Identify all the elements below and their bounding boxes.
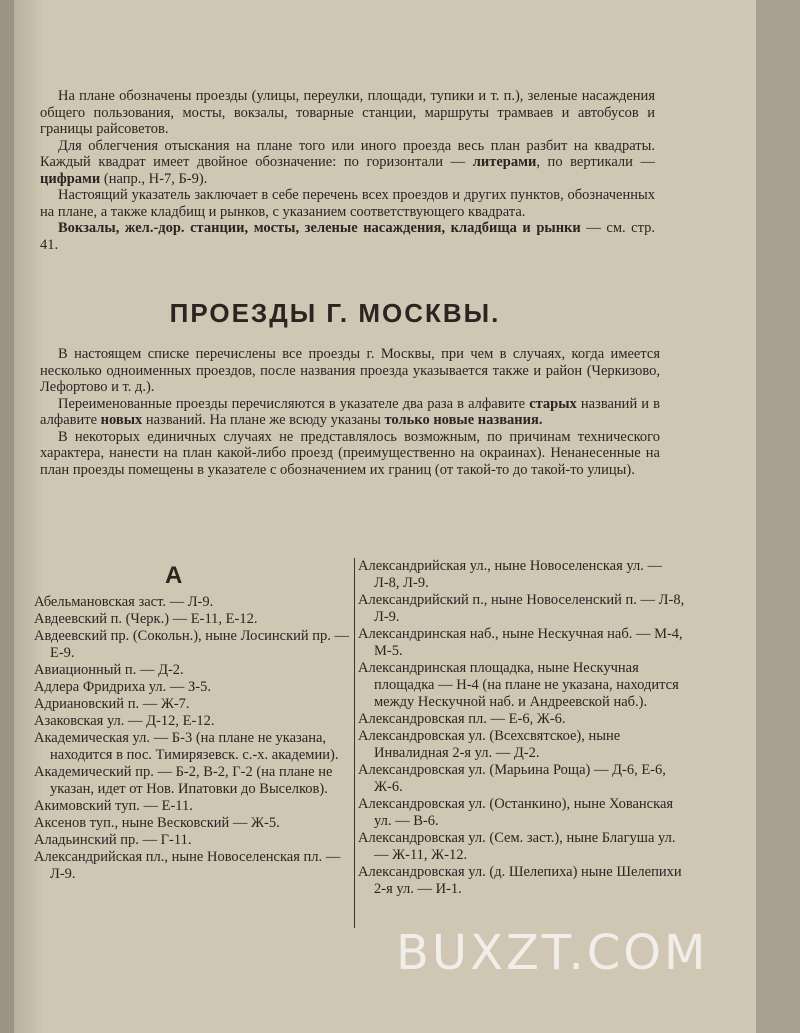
section-title: ПРОЕЗДЫ Г. МОСКВЫ. [169,298,501,328]
intro-p2-bold-digits: цифрами [40,170,101,187]
index-entry: Александровская ул. (Марьина Роща) — Д-6, Е-6, Ж-6. [358,762,666,795]
section-p2-bold-new: новых [100,412,143,428]
intro-p4-bold: Вокзалы, жел.-дор. станции, мосты, зеленые насаждения, кладбища и рынки [58,220,581,236]
section-p2-part-a: Переименованные проезды перечисляются в указателе два раза в алфавите [58,395,526,412]
index-entry: Авиационный п. — Д-2. [34,662,184,678]
section-p2-part-e: названий. На плане же всюду указаны [145,412,381,428]
index-entry: Аладьинский пр. — Г-11. [34,832,192,848]
index-entry: Александринская площадка, ныне Нескучная площадка — Н-4 (на плане не указана, находится между Нескучной наб. и Андреевской наб.). [358,660,679,710]
section-paragraph-2 [40,396,660,429]
index-entry: Александровская ул. (Всехсвятское), ныне Инвалидная 2-я ул. — Д-2. [358,728,621,761]
index-entry: Академический пр. — Б-2, В-2, Г-2 (на плане не указан, идет от Нов. Ипатовки до Выселков). [34,764,333,797]
index-entry: Александринская наб., ныне Нескучная наб. — М-4, М-5. [358,626,683,659]
index-entry: Александровская ул. (д. Шелепиха) ныне Шелепихи 2-я ул. — И-1. [358,864,682,897]
index-entry: Аксенов туп., ныне Весковский — Ж-5. [34,815,280,831]
page-edge-shadow [756,0,800,1033]
index-entry: Адлера Фридриха ул. — З-5. [34,679,211,695]
index-column-right [358,558,688,898]
section-p2-bold-old: старых [529,395,577,412]
section-paragraph-3: В некоторых единичных случаях не представлялось возможным, по причинам технического характера, нанести на план какой-либо проезд (преимущественно на окраинах). Ненанесенные на план проезды помещены в указателе с обозначением их границ (от такой-то до такой-то улицы). [40,428,660,478]
index-entry: Азаковская ул. — Д-12, Е-12. [34,713,215,729]
watermark-text: BUXZT.COM [396,925,709,981]
intro-p2-part-c: , по вертикали — [536,154,656,170]
alphabet-letter-heading: А [165,562,183,589]
index-entry: Александровская пл. — Е-6, Ж-6. [358,711,566,727]
section-paragraph-1: В настоящем списке перечислены все проезды г. Москвы, при чем в случаях, когда имеется несколько одноименных проездов, после названия проезда указывается также и район (Черкизово, Лефортово и т. д.). [40,346,660,395]
intro-paragraph-2 [40,138,655,188]
index-entry: Александровская ул. (Останкино), ныне Хованская ул. — В-6. [358,796,674,829]
index-entry: Адриановский п. — Ж-7. [34,696,190,712]
intro-p4-ref: — см. стр. 41. [40,220,656,253]
intro-text [40,88,655,253]
intro-paragraph-3: Настоящий указатель заключает в себе перечень всех проездов и других пунктов, обозначенных на плане, а также кладбищ и рынков, с указанием соответствующего квадрата. [40,187,655,220]
section-p2-part-c: названий и в алфавите [40,395,660,428]
section-p2-bold-only-new: только новые названия. [384,412,543,428]
index-entry: Александрийская ул., ныне Новоселенская ул. — Л-8, Л-9. [358,558,662,591]
index-entry: Акимовский туп. — Е-11. [34,798,193,814]
intro-paragraph-1: На плане обозначены проезды (улицы, переулки, площади, тупики и т. п.), зеленые насаждения общего пользования, мосты, вокзалы, товарные станции, маршруты трамваев и автобусов и границы райсоветов. [40,88,655,137]
intro-paragraph-4 [40,220,655,253]
intro-p2-bold-letters: литерами [472,154,537,170]
column-divider [354,558,355,928]
index-entry: Александровская ул. (Сем. заст.), ныне Благуша ул. — Ж-11, Ж-12. [358,830,676,863]
index-entry: Александрийский п., ныне Новоселенский п. — Л-8, Л-9. [358,592,685,625]
index-entry: Авдеевский пр. (Сокольн.), ныне Лосинский пр. — Е-9. [34,628,350,661]
index-entry: Александрийская пл., ныне Новоселенская пл. — Л-9. [34,849,341,882]
index-entry: Академическая ул. — Б-3 (на плане не указана, находится в пос. Тимирязевск. с.-х. академии). [34,730,339,763]
index-entry: Абельмановская заст. — Л-9. [34,594,214,610]
intro-p2-part-e: (напр., Н-7, Б-9). [103,170,208,187]
section-text [40,346,660,478]
intro-p2-part-a: Для облегчения отыскания на плане того или иного проезда весь план разбит на квадраты. Каждый квадрат имеет двойное обозначение: по горизонтали — [40,137,655,170]
index-column-left [34,594,354,883]
index-entry: Авдеевский п. (Черк.) — Е-11, Е-12. [34,611,258,627]
